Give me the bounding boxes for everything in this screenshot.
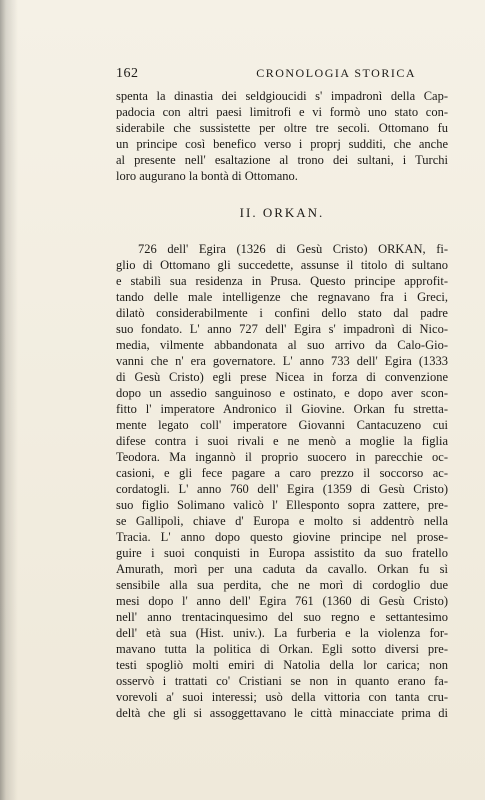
- text-line: glio di Ottomano gli succedette, assunse il titolo di sultano: [116, 258, 448, 272]
- text-line: siderabile che sussistette per oltre tre secoli. Ottomano fu: [116, 121, 448, 135]
- text-line: mavano tutta la politica di Orkan. Egli sotto diversi pre-: [116, 642, 448, 656]
- text-line: un principe così benefico verso i proprj sudditi, che anche: [116, 137, 448, 151]
- text-line: 726 dell' Egira (1326 di Gesù Cristo) ORKAN, fi-: [138, 242, 448, 256]
- text-line: nell' anno trentacinquesimo del suo regno e settantesimo: [116, 610, 448, 624]
- text-line: media, vilmente abbandonata al suo arrivo da Calo-Gio-: [116, 338, 448, 352]
- section-title: II. ORKAN.: [239, 205, 325, 220]
- text-line: Amurath, morì per una caduta da cavallo. Orkan fu sì: [116, 562, 448, 576]
- text-line: loro augurano la bontà di Ottomano.: [116, 169, 298, 183]
- text-block: [116, 66, 448, 721]
- text-line: osservò i trattati co' Cristiani se non in quanto erano fa-: [116, 674, 448, 688]
- running-head: CRONOLOGIA STORICA: [256, 66, 416, 80]
- text-line: padocia con altri paesi limitrofi e vi formò uno stato con-: [116, 105, 448, 119]
- text-line: dilatò considerabilmente i confini dello stato dal padre: [116, 306, 448, 320]
- text-line: deltà che gli si assoggettavano le città minacciate prima di: [116, 706, 448, 720]
- text-line: sensibile alla sua perdita, che ne morì di cordoglio due: [116, 578, 448, 592]
- text-line: tando delle male intelligenze che regnavano fra i Greci,: [116, 290, 448, 304]
- text-line: e stabilì sua residenza in Prusa. Questo principe approfit-: [116, 274, 448, 288]
- text-line: suo fondato. L' anno 727 dell' Egira s' impadronì di Nico-: [116, 322, 448, 336]
- text-line: mesi dopo l' anno dell' Egira 761 (1360 di Gesù Cristo): [116, 594, 448, 608]
- text-line: fitto l' imperatore Andronico il Giovine. Orkan fu stretta-: [116, 402, 448, 416]
- text-line: vanni che n' era governatore. L' anno 733 dell' Egira (1333: [116, 354, 448, 368]
- text-line: di Gesù Cristo) egli prese Nicea in forza di convenzione: [116, 370, 448, 384]
- text-line: casioni, e gli fece pagare a caro prezzo il soccorso ac-: [116, 466, 448, 480]
- text-line: mente legato coll' imperatore Giovanni Cantacuzeno cui: [116, 418, 448, 432]
- paragraph-1: [116, 88, 448, 184]
- page-number: 162: [116, 66, 139, 81]
- text-line: al presente nell' esaltazione al trono dei sultani, i Turchi: [116, 153, 448, 167]
- text-line: suo figlio Solimano valicò l' Ellesponto sopra zattere, pre-: [116, 498, 448, 512]
- text-line: vorevoli a' suoi interessi; usò della vittoria con tanta cru-: [116, 690, 448, 704]
- text-line: se Gallipoli, chiave d' Europa e molto si addentrò nella: [116, 514, 448, 528]
- text-line: difese contra i suoi rivali e ne menò a moglie la figlia: [116, 434, 448, 448]
- paragraph-2: [116, 241, 448, 721]
- text-line: testi spogliò molti emiri di Natolia della lor carica; non: [116, 658, 448, 672]
- text-line: Tracia. L' anno dopo questo giovine principe nel prose-: [116, 530, 448, 544]
- text-line: cordatogli. L' anno 760 dell' Egira (1359 di Gesù Cristo): [116, 482, 448, 496]
- text-line: spenta la dinastia dei seldgioucidi s' impadronì della Cap-: [116, 89, 448, 103]
- text-line: dopo un assedio sanguinoso e ostinato, e dopo aver scon-: [116, 386, 448, 400]
- page-header: [116, 66, 448, 88]
- text-line: dell' età sua (Hist. univ.). La furberia e la violenza for-: [116, 626, 448, 640]
- text-line: Teodora. Ma ingannò il proprio suocero in parecchie oc-: [116, 450, 448, 464]
- text-line: guire i suoi conquisti in Europa assistito da suo fratello: [116, 546, 448, 560]
